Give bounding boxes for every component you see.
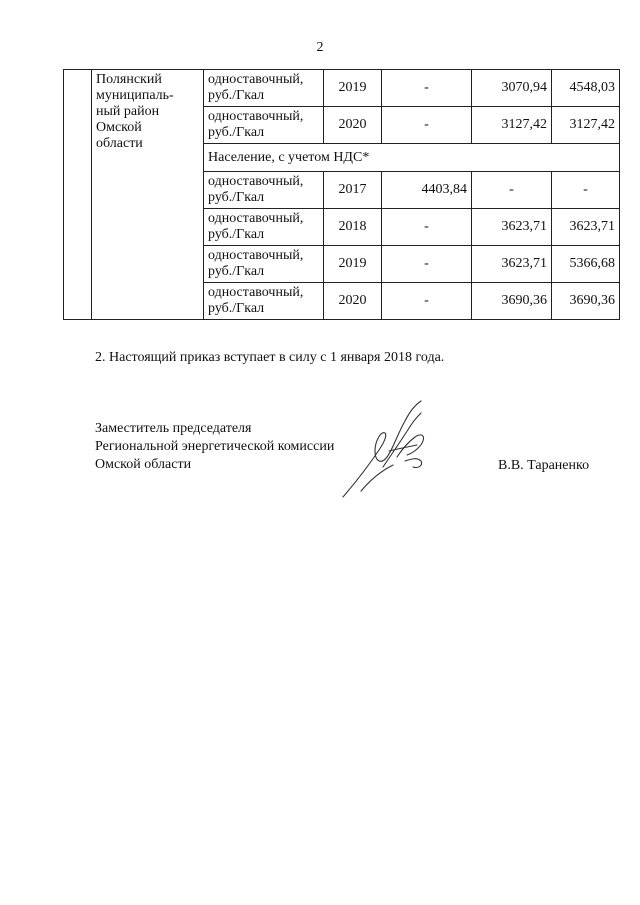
signatory-title: Заместитель председателя Региональной энергетической комиссии Омской области — [95, 421, 335, 472]
year-cell: 2017 — [324, 172, 382, 209]
value-cell: 4403,84 — [382, 172, 472, 209]
value-cell: 3623,71 — [472, 209, 552, 246]
value-cell: 3127,42 — [472, 107, 552, 144]
clause-effective-date: 2. Настоящий приказ вступает в силу с 1 января 2018 года. — [95, 350, 445, 365]
group-label: Население, с учетом НДС* — [204, 144, 620, 172]
value-cell: 3127,42 — [552, 107, 620, 144]
district-cell: Полянский муниципаль- ный район Омской области — [92, 70, 204, 320]
value-cell: 3690,36 — [552, 283, 620, 320]
number-cell — [64, 70, 92, 320]
year-cell: 2020 — [324, 107, 382, 144]
year-cell: 2019 — [324, 70, 382, 107]
value-cell: - — [382, 209, 472, 246]
value-cell: - — [552, 172, 620, 209]
tariff-type-cell: одноставочный, руб./Гкал — [204, 283, 324, 320]
handwritten-signature — [335, 395, 445, 505]
value-cell: 3623,71 — [552, 209, 620, 246]
page-number: 2 — [316, 40, 324, 55]
value-cell: - — [382, 70, 472, 107]
value-cell: - — [472, 172, 552, 209]
tariff-type-cell: одноставочный, руб./Гкал — [204, 107, 324, 144]
value-cell: 4548,03 — [552, 70, 620, 107]
year-cell: 2018 — [324, 209, 382, 246]
value-cell: 3690,36 — [472, 283, 552, 320]
signer-name: В.В. Тараненко — [498, 458, 590, 473]
tariff-table — [63, 69, 620, 320]
year-cell: 2019 — [324, 246, 382, 283]
tariff-type-cell: одноставочный, руб./Гкал — [204, 209, 324, 246]
value-cell: - — [382, 246, 472, 283]
tariff-type-cell: одноставочный, руб./Гкал — [204, 172, 324, 209]
tariff-type-cell: одноставочный, руб./Гкал — [204, 70, 324, 107]
tariff-type-cell: одноставочный, руб./Гкал — [204, 246, 324, 283]
value-cell: 3623,71 — [472, 246, 552, 283]
year-cell: 2020 — [324, 283, 382, 320]
value-cell: 5366,68 — [552, 246, 620, 283]
value-cell: - — [382, 107, 472, 144]
value-cell: - — [382, 283, 472, 320]
table-row — [64, 70, 620, 107]
value-cell: 3070,94 — [472, 70, 552, 107]
